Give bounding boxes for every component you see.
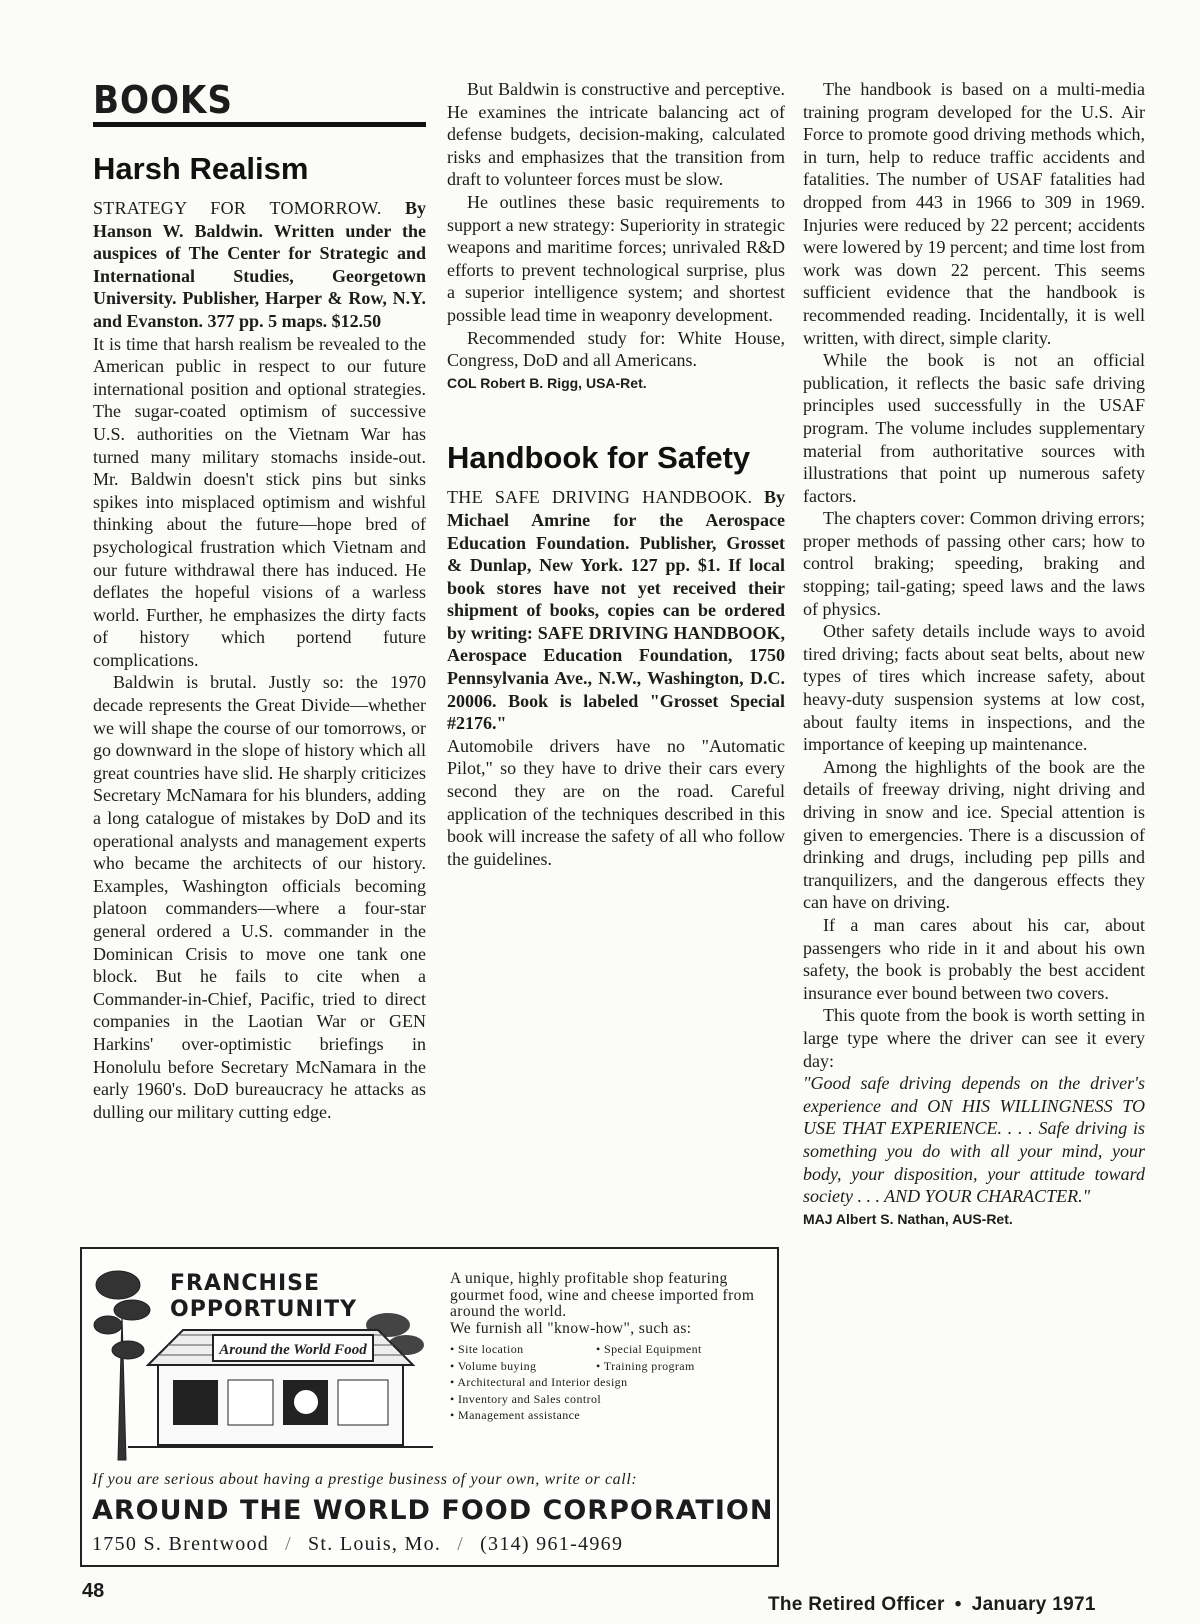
- column-3: [803, 78, 1145, 1230]
- section-header: BOOKS: [93, 78, 233, 122]
- ad-company-name: AROUND THE WORLD FOOD CORPORATION: [92, 1495, 774, 1526]
- review2-paragraph-3: While the book is not an official publication, it reflects the basic safe driving principles used successfully in the USAF program. The volume includes supplementary material from authoritative sources with illustrations that point up numerous safety factors.: [803, 350, 1145, 506]
- column-2-content: [447, 78, 785, 870]
- page-number: 48: [82, 1580, 105, 1602]
- review2-paragraph-1: Automobile drivers have no "Automatic Pilot," so they have to drive their cars every second they are on the road. Careful application of the techniques described in this book will increase the safety of all who follow the guidelines.: [447, 735, 785, 869]
- ad-feature-list: [450, 1341, 762, 1424]
- review2-title: Handbook for Safety: [447, 440, 751, 476]
- ad-address: 1750 S. Brentwood: [92, 1533, 270, 1555]
- ad-knowhow: We furnish all "know-how", such as:: [450, 1319, 692, 1337]
- bullet-separator: •: [954, 1594, 962, 1615]
- list-item: • Architectural and Interior design: [450, 1374, 756, 1391]
- review1-paragraph-1: It is time that harsh realism be revealed to the American public in respect to our future international position and optional strategies. The sugar-coated optimism of successive U.S. authorities on the Vietnam War has turned many military stomachs inside-out. Mr. Baldwin doesn't stick pins but sinks spikes into misplaced optimism and wishful thinking about the future—hope bred of psychological frustration which Vietnam and our future withdrawal there has induced. He deflates the hopeful visions of a warless world. Further, he emphasizes the dirty facts of history which portend future complications.: [93, 333, 426, 670]
- list-item: • Special Equipment: [596, 1341, 756, 1358]
- review2-paragraph-5: Other safety details include ways to avoid tired driving; facts about seat belts, about new types of tires which increase safety, about heavy-duty suspension systems at low cost, about faulty items in inspections, and the importance of keeping up maintenance.: [803, 621, 1145, 755]
- review1-continued: [447, 78, 785, 372]
- review1-byline: [93, 197, 426, 333]
- header-rule: [93, 122, 426, 127]
- review2-paragraph-7: If a man cares about his car, about passengers who ride in it and about his own safety, the book is probably the best accident insurance ever bound between two covers.: [803, 914, 1145, 1003]
- review2-book-title: THE SAFE DRIVING HANDBOOK.: [447, 487, 753, 508]
- list-item: • Training program: [596, 1358, 756, 1375]
- review2-paragraph-8: This quote from the book is worth setting in large type where the driver can see it every day:: [803, 1005, 1145, 1071]
- separator: /: [285, 1533, 292, 1555]
- store-sign: Around the World Food: [219, 1342, 367, 1358]
- list-item: • Management assistance: [450, 1407, 756, 1424]
- review1-paragraph-3: But Baldwin is constructive and perceptive. He examines the intricate balancing act of defense budgets, decision-making, calculated risks and emphasizes that the transition from draft to volunteer forces must be slow.: [447, 79, 785, 190]
- review1-reviewer: COL Robert B. Rigg, USA-Ret.: [447, 374, 647, 391]
- review1-book-title: STRATEGY FOR TOMORROW.: [93, 198, 382, 218]
- review2-paragraph-6: Among the highlights of the book are the details of freeway driving, night driving and driving in snow and ice. Special attention is given to emergencies. There is a discussion of drinking and drugs, including pep pills and tranquilizers, and the dangerous effects they can have on driving.: [803, 756, 1145, 913]
- ad-intro: A unique, highly profitable shop featuring gourmet food, wine and cheese imported from around the world.: [450, 1270, 755, 1320]
- review1-paragraph-4: He outlines these basic requirements to support a new strategy: Superiority in strategic weapons and maritime forces; unrivaled R&D efforts to prevent technological surprise, plus a superior intelligence system; and shortest possible lead time in weaponry development.: [447, 191, 785, 325]
- review2-byline: [447, 486, 785, 735]
- review1-paragraph-2: Baldwin is brutal. Justly so: the 1970 decade represents the Great Divide—whether we will shape the course of our tomorrows, or go downward in the slope of history which all great countries have slid. He sharply criticizes Secretary McNamara for his blunders, adding a long catalogue of mistakes by DoD and its operational analysts and management experts who became the architects of our history. Examples, Washington officials becoming platoon commanders—where a four-star general ordered a U.S. commander in the Dominican Crisis to move one tank one block. But he fails to cite when a Commander-in-Chief, Pacific, tried to direct companies in the Laotian War or GEN Harkins' over-optimistic briefings in Honolulu before Secretary McNamara in the early 1960's. DoD bureaucracy he attacks as dulling our military cutting edge.: [93, 672, 426, 1122]
- review2-paragraph-4: The chapters cover: Common driving errors; proper methods of passing other cars; how to control braking; speeding, braking and stopping; tail-gating; speed laws and the laws of physics.: [803, 508, 1145, 619]
- review1-paragraph-5: Recommended study for: White House, Congress, DoD and all Americans.: [447, 327, 785, 371]
- tree-trunk: [118, 1315, 126, 1460]
- list-item: • Site location: [450, 1341, 590, 1358]
- magazine-name: The Retired Officer: [768, 1594, 945, 1615]
- list-item: • Volume buying: [450, 1358, 590, 1375]
- ad-phone: (314) 961-4969: [480, 1533, 624, 1555]
- separator: /: [457, 1533, 465, 1555]
- issue-date: January 1971: [971, 1594, 1096, 1615]
- review2-paragraph-2: The handbook is based on a multi-media training program developed for the U.S. Air Force to promote good driving methods which, in turn, help to reduce traffic accidents and fatalities. The number of USAF fatalities had dropped from 443 in 1966 to 309 in 1969. Injuries were reduced by 22 percent; accidents were lowered by 19 percent; and time lost from work was down 22 percent. This seems sufficient evidence that the handbook is recommended reading. Incidentally, it is well written, with direct, simple clarity.: [803, 79, 1145, 348]
- review2-details: By Michael Amrine for the Aerospace Education Foundation. Publisher, Grosset & Dunlap, New York. 127 pp. $1. If local book stores have not yet received their shipment of books, copies can be ordered by writing: SAFE DRIVING HANDBOOK, Aerospace Education Foundation, 1750 Pennsylvania Ave., N.W., Washington, D.C. 20006. Book is labeled "Grosset Special #2176.": [447, 487, 785, 734]
- review1-title: Harsh Realism: [93, 151, 309, 186]
- column-1: [93, 78, 426, 1123]
- ad-contact-line: [92, 1533, 623, 1556]
- franchise-ad: [80, 1247, 779, 1567]
- ad-city: St. Louis, Mo.: [307, 1533, 442, 1555]
- list-item: • Inventory and Sales control: [450, 1391, 756, 1408]
- review2-quote: "Good safe driving depends on the driver's experience and ON HIS WILLINGNESS TO USE THAT EXPERIENCE. . . . Safe driving is something you do with all your mind, your body, your disposition, your attitude toward society . . . AND YOUR CHARACTER.": [803, 1073, 1145, 1207]
- ad-callout: If you are serious about having a prestige business of your own, write or call:: [92, 1471, 638, 1488]
- review2-reviewer: MAJ Albert S. Nathan, AUS-Ret.: [803, 1210, 1013, 1227]
- ad-description: [450, 1271, 762, 1424]
- ad-headline-line-1: FRANCHISE: [170, 1271, 321, 1296]
- ad-headline: [170, 1271, 357, 1323]
- footer-credit: [768, 1594, 1096, 1616]
- ad-headline-line-2: OPPORTUNITY: [170, 1297, 358, 1322]
- review1-details: By Hanson W. Baldwin. Written under the auspices of The Center for Strategic and International Studies, Georgetown University. Publisher, Harper & Row, N.Y. and Evanston. 377 pp. 5 maps. $12.50: [93, 198, 426, 331]
